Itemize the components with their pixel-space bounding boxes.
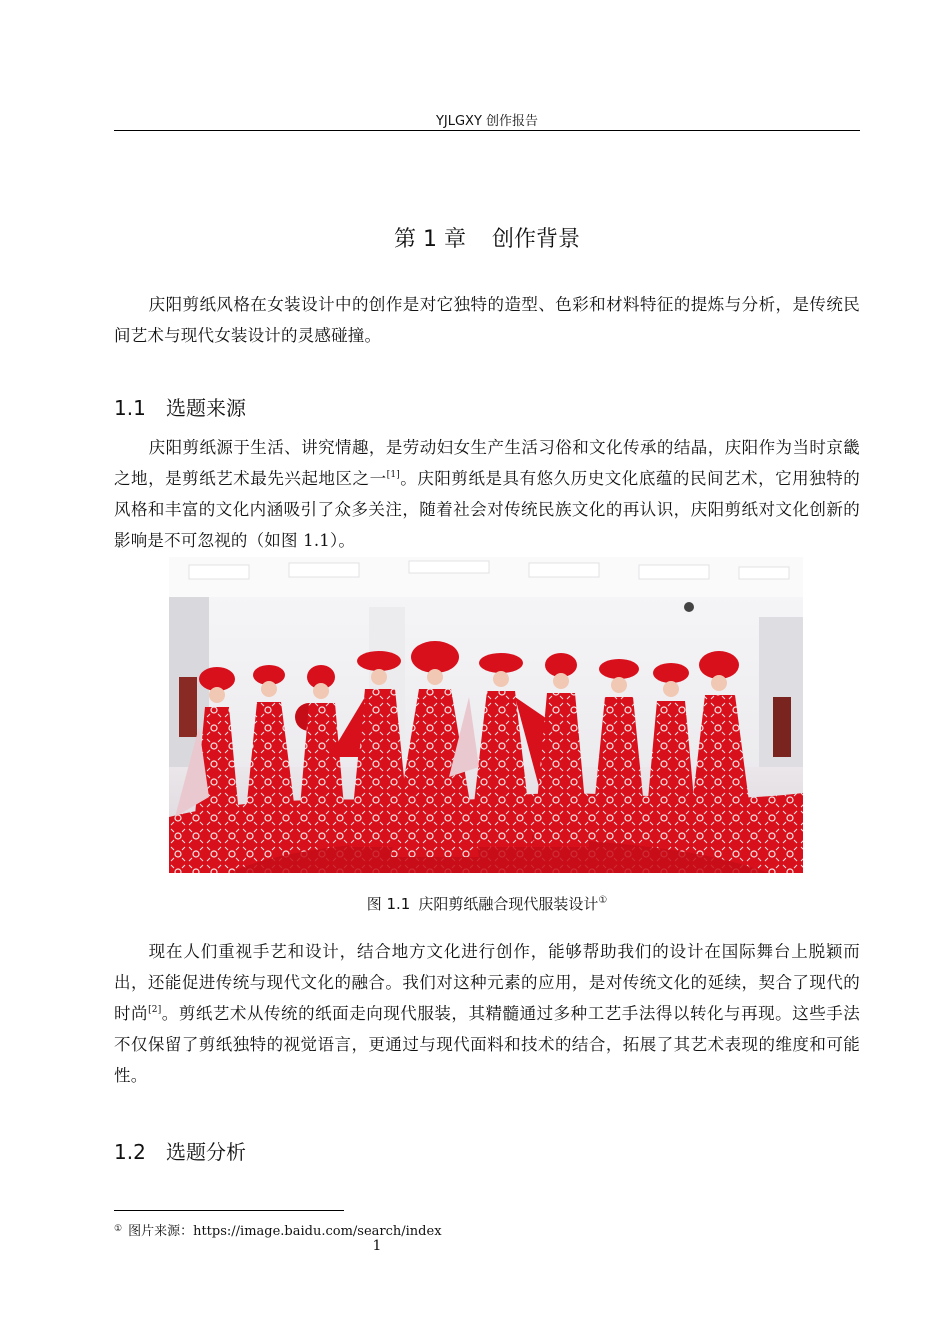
section-number: 1.1: [114, 396, 146, 420]
intro-paragraph: 庆阳剪纸风格在女装设计中的创作是对它独特的造型、色彩和材料特征的提炼与分析，是传统民间艺术与现代女装设计的灵感碰撞。: [114, 295, 860, 345]
page-number: 1: [372, 1238, 382, 1254]
section-title: 选题分析: [166, 1140, 246, 1164]
page-header: YJLGXY 创作报告: [435, 114, 539, 129]
caption-footnote-mark: ①: [598, 895, 608, 906]
figure-image: [169, 557, 803, 873]
caption-number: 图 1.1: [366, 895, 411, 913]
footnote: [114, 1220, 442, 1239]
section-heading-1-1: [114, 392, 246, 421]
paragraph-text: 。庆阳剪纸是具有悠久历史文化底蕴的民间艺术，它用独特的风格和丰富的文化内涵吸引了众多关注，随着社会对传统民族文化的再认识，庆阳剪纸对文化创新的影响是不可忽视的（如图 1.1）。: [114, 469, 860, 550]
footnote-mark: ①: [114, 1224, 123, 1234]
footnote-rule: [114, 1210, 344, 1211]
section-number: 1.2: [114, 1140, 146, 1164]
paragraph-text: 。剪纸艺术从传统的纸面走向现代服装，其精髓通过多种工艺手法得以转化与再现。这些手法不仅保留了剪纸独特的视觉语言，更通过与现代面料和技术的结合，拓展了其艺术表现的维度和可能性。: [114, 1004, 860, 1085]
figure-caption: [114, 893, 860, 914]
section-heading-1-2: [114, 1136, 246, 1165]
header-rule: [114, 130, 860, 131]
chapter-number: 第 1 章: [394, 227, 466, 252]
body-paragraph: [114, 936, 860, 1091]
caption-text: 庆阳剪纸融合现代服装设计: [418, 895, 599, 913]
citation-ref: [1]: [386, 470, 400, 480]
paragraph-text: 现在人们重视手艺和设计，结合地方文化进行创作，能够帮助我们的设计在国际舞台上脱颖而出，还能促进传统与现代文化的融合。我们对这种元素的应用，是对传统文化的延续，契合了现代的时尚: [114, 942, 860, 1023]
section-1-1-paragraph: [114, 432, 860, 556]
chapter-name: 创作背景: [491, 227, 580, 252]
footnote-text: 图片来源：https://image.baidu.com/search/index: [128, 1224, 442, 1239]
chapter-title: [114, 222, 860, 253]
paper-cut-dresses-photo: [169, 557, 803, 873]
paragraph-text: 庆阳剪纸源于生活、讲究情趣，是劳动妇女生产生活习俗和文化传承的结晶，庆阳作为当时京畿之地，是剪纸艺术最先兴起地区之一: [114, 438, 860, 488]
citation-ref: [2]: [148, 1005, 162, 1015]
section-title: 选题来源: [166, 396, 246, 420]
